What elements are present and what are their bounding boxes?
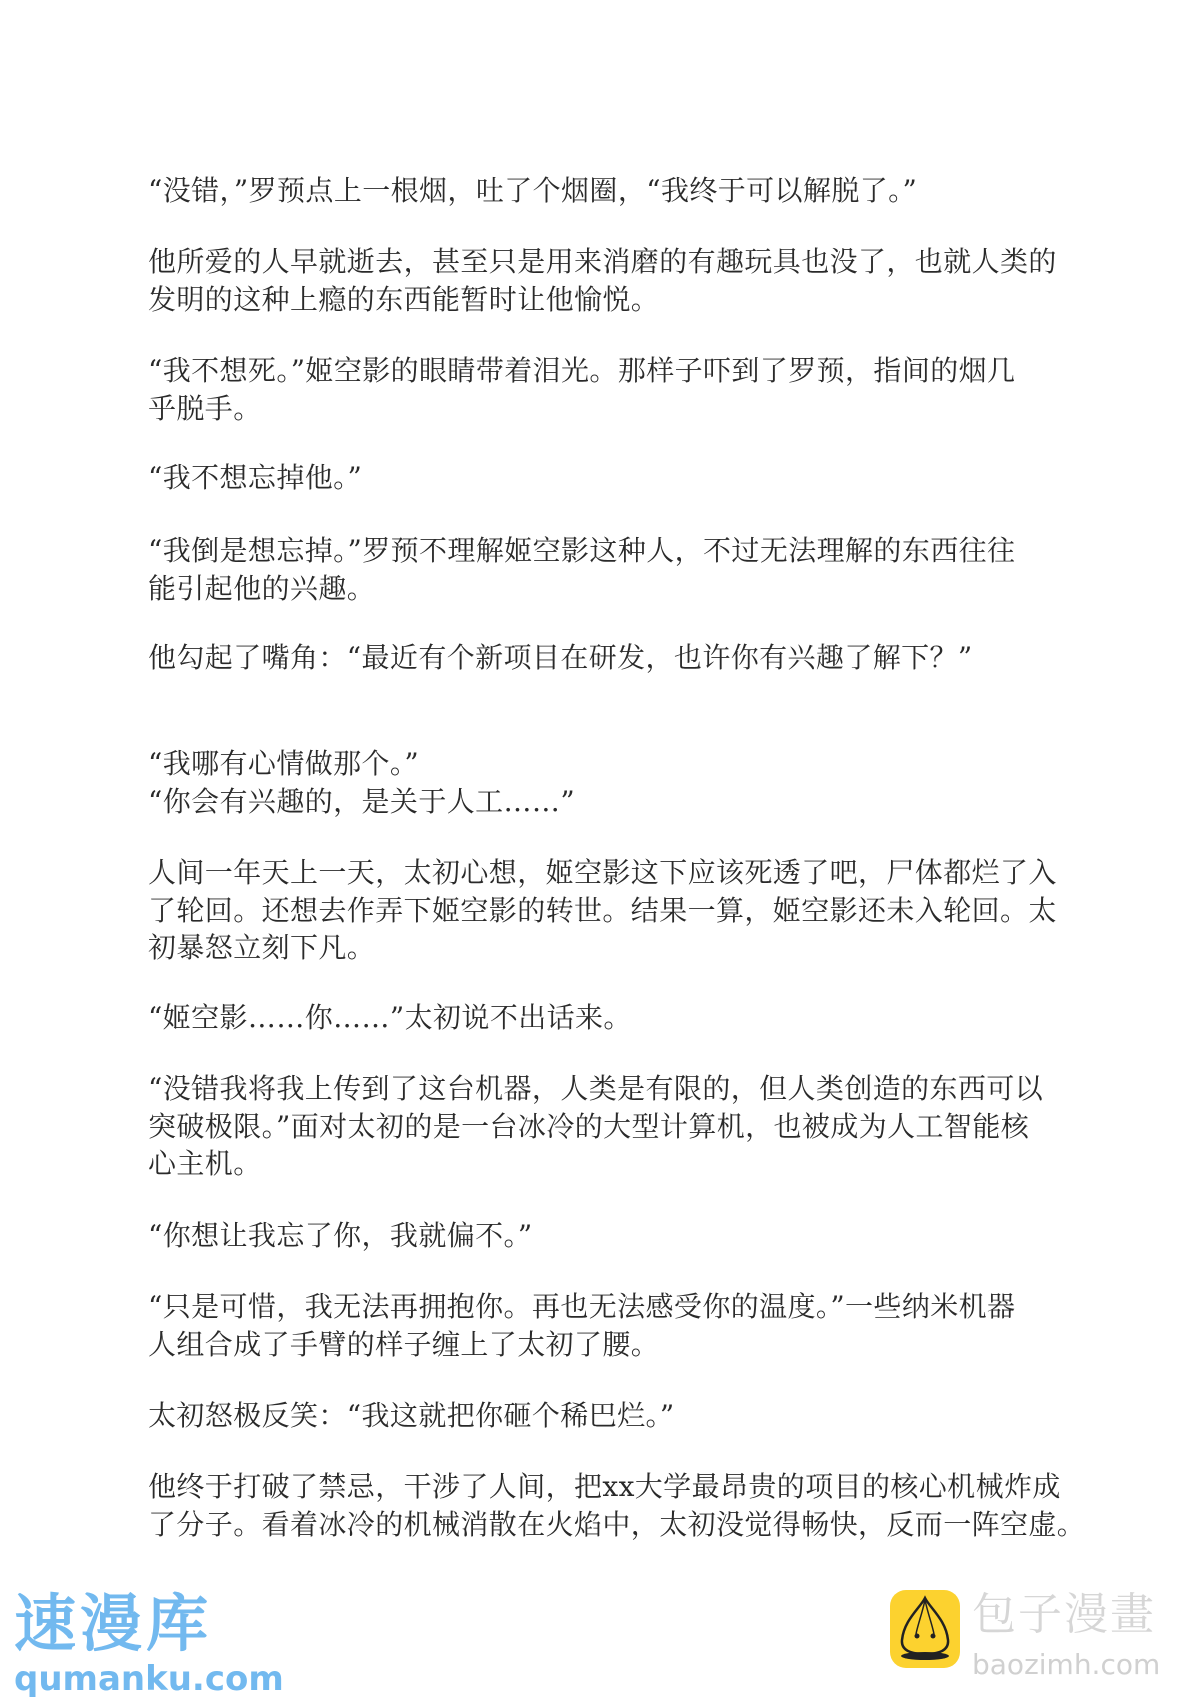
text-line: “我不想死。”姬空影的眼睛带着泪光。那样子吓到了罗预，指间的烟几 <box>148 354 1016 387</box>
text-line: 突破极限。”面对太初的是一台冰冷的大型计算机，也被成为人工智能核 <box>148 1109 1030 1143</box>
paragraph <box>148 172 1088 210</box>
text-line: 能引起他的兴趣。 <box>148 571 376 605</box>
text-line: 人间一年天上一天，太初心想，姬空影这下应该死透了吧，尸体都烂了入 <box>148 856 1057 889</box>
text-line: “只是可惜，我无法再拥抱你。再也无法感受你的温度。”一些纳米机器 <box>148 1290 1016 1323</box>
text-line: 心主机。 <box>148 1147 262 1180</box>
qumanku-watermark <box>14 1587 284 1699</box>
paragraph <box>148 639 1088 677</box>
text-line: “你想让我忘了你，我就偏不。” <box>148 1219 533 1252</box>
text-line: “我不想忘掉他。” <box>148 461 363 494</box>
qumanku-logo-title: 速漫库 <box>14 1587 213 1660</box>
paragraph <box>148 1397 1088 1435</box>
text-line: “我哪有心情做那个。” <box>148 747 420 780</box>
paragraph <box>148 243 1088 318</box>
text-line: “姬空影……你……”太初说不出话来。 <box>148 1001 632 1034</box>
paragraph <box>148 1288 1088 1363</box>
baozimh-watermark <box>890 1590 1190 1694</box>
text-line: 太初怒极反笑：“我这就把你砸个稀巴烂。” <box>148 1399 675 1432</box>
text-line: 人组合成了手臂的样子缠上了太初了腰。 <box>148 1327 660 1361</box>
paragraph <box>148 745 1088 820</box>
text-line: 了轮回。还想去作弄下姬空影的转世。结果一算，姬空影还未入轮回。太 <box>148 893 1057 927</box>
text-line: 了分子。看着冰冷的机械消散在火焰中，太初没觉得畅快，反而一阵空虚。 <box>148 1507 1086 1541</box>
paragraph <box>148 854 1088 967</box>
text-line: “没错我将我上传到了这台机器，人类是有限的，但人类创造的东西可以 <box>148 1072 1044 1105</box>
text-line: 他勾起了嘴角：“最近有个新项目在研发，也许你有兴趣了解下？” <box>148 641 973 674</box>
qumanku-logo-domain: qumanku.com <box>14 1659 284 1699</box>
text-line: 发明的这种上瘾的东西能暂时让他愉悦。 <box>148 282 660 316</box>
paragraph <box>148 999 1088 1037</box>
text-line: 他终于打破了禁忌，干涉了人间，把xx大学最昂贵的项目的核心机械炸成 <box>148 1470 1061 1503</box>
text-line: “我倒是想忘掉。”罗预不理解姬空影这种人，不过无法理解的东西往往 <box>148 534 1016 567</box>
text-line: 乎脱手。 <box>148 391 262 425</box>
bun-mascot-icon <box>890 1590 960 1668</box>
paragraph <box>148 1217 1088 1255</box>
baozimh-logo-title: 包子漫畫 <box>972 1589 1156 1640</box>
text-line: “你会有兴趣的，是关于人工……” <box>148 784 576 818</box>
paragraph <box>148 532 1088 607</box>
text-line: 初暴怒立刻下凡。 <box>148 931 376 964</box>
text-line: 他所爱的人早就逝去，甚至只是用来消磨的有趣玩具也没了，也就人类的 <box>148 245 1057 278</box>
paragraph <box>148 1468 1088 1543</box>
baozimh-logo-domain: baozimh.com <box>972 1648 1161 1681</box>
paragraph <box>148 459 1088 497</box>
text-line: “没错，”罗预点上一根烟，吐了个烟圈，“我终于可以解脱了。” <box>148 174 918 207</box>
paragraph <box>148 352 1088 427</box>
paragraph <box>148 1070 1088 1183</box>
